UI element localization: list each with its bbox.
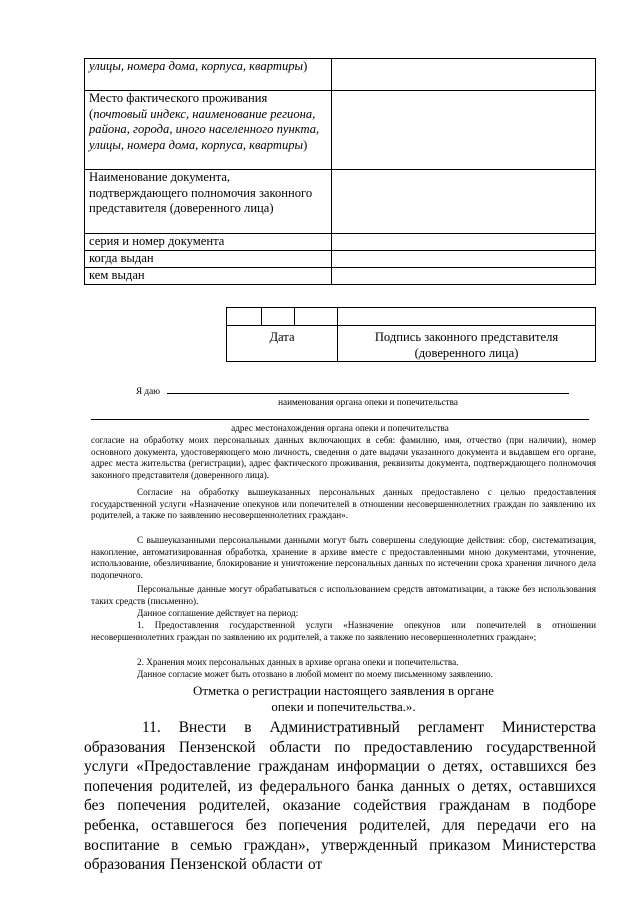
consent-paragraph: С вышеуказанными персональными данными могут быть совершены следующие действия: сбор, систематизация, накопление, автоматизированная обработка, хранение в архиве вместе с предоставленными мною документами, уточнение, использование, обезличивание, блокирование и уничтожение персональных данных по истечении срока хранения личного дела подопечного. [91, 535, 596, 580]
consent-paragraph: 2. Хранения моих персональных данных в архиве органа опеки и попечительства. [137, 657, 459, 667]
cell-text: почтовый индекс, наименование региона, района, города, иного населенного пункта, улицы, номера дома, корпуса, квартиры [89, 106, 320, 152]
table-row [85, 91, 596, 170]
item-11-paragraph: 11. Внести в Административный регламент Министерства образования Пензенской области по предоставлению государственной услуги «Предоставление гражданам информации о детях, оставшихся без попечения родителей, из федерального банка данных о детях, оставшихся без попечения родителей, оказание содействия гражданам в подборе ребенка, оставшегося без попечения родителей, для передачи его на воспитание в семью граждан», утвержденный приказом Министерства образования Пензенской области от [84, 719, 596, 874]
signature-cell[interactable] [338, 308, 596, 326]
cell-text: ) [303, 59, 308, 73]
org-name-caption: наименования органа опеки и попечительства [278, 397, 458, 407]
table-row [85, 251, 596, 268]
table-cell-value[interactable] [332, 170, 596, 234]
ya-dayu-label: Я даю [136, 386, 161, 396]
cell-text: ) [303, 137, 308, 152]
org-address-caption: адрес местонахождения органа опеки и попечительства [231, 423, 449, 433]
table-row [85, 234, 596, 251]
table-cell-value[interactable] [332, 268, 596, 285]
table-cell-value[interactable] [332, 59, 596, 91]
table-cell-label [85, 59, 332, 91]
table-cell-label [85, 91, 332, 170]
date-cell-year[interactable] [295, 308, 338, 326]
date-cell-day[interactable] [227, 308, 262, 326]
date-cell-month[interactable] [262, 308, 295, 326]
consent-paragraph: Персональные данные могут обрабатываться с использованием средств автоматизации, а также без использования таких средств (письменно). [91, 584, 596, 606]
table-cell-label: когда выдан [85, 251, 332, 268]
org-address-line[interactable] [91, 419, 589, 420]
cell-text: Место фактического проживания [89, 91, 268, 105]
consent-paragraph: 1. Предоставления государственной услуги «Назначение опекунов или попечителей в отношении несовершеннолетних граждан по заявлению их родителей, а также по заявлению несовершеннолетних граждан»; [91, 620, 596, 642]
signature-table [226, 307, 596, 362]
signature-label: Подпись законного представителя (доверенного лица) [338, 326, 596, 362]
table-row [85, 170, 596, 234]
consent-paragraph: согласие на обработку моих персональных данных включающих в себя: фамилию, имя, отчество (при наличии), номер основного документа, удостоверяющего мою личность, сведения о дате выдачи указанного документа и выдавшем его органе, адрес места жительства (регистрации), адрес фактического проживания, реквизиты документа, подтверждающего полномочия законного представителя (доверенного лица). [91, 435, 596, 480]
consent-paragraph: Данное соглашение действует на период: [137, 608, 299, 618]
table-cell-label: Наименование документа, подтверждающего полномочия законного представителя (доверенного лица) [85, 170, 332, 234]
table-cell-label: серия и номер документа [85, 234, 332, 251]
date-label: Дата [227, 326, 338, 362]
table-cell-value[interactable] [332, 91, 596, 170]
cell-text: ( [89, 106, 94, 121]
applicant-info-table [84, 58, 596, 285]
registration-mark-line1: Отметка о регистрации настоящего заявления в органе [193, 684, 494, 698]
consent-paragraph: Согласие на обработку вышеуказанных персональных данных предоставлено с целью предоставления государственной услуги «Назначение опекунов или попечителей в отношении несовершеннолетних граждан по заявлению их родителей, а также по заявлению несовершеннолетних граждан». [91, 487, 596, 520]
table-cell-value[interactable] [332, 251, 596, 268]
table-row [227, 308, 596, 326]
table-row [85, 268, 596, 285]
table-cell-value[interactable] [332, 234, 596, 251]
org-name-line[interactable] [167, 393, 569, 394]
table-cell-label: кем выдан [85, 268, 332, 285]
consent-paragraph: Данное согласие может быть отозвано в любой момент по моему письменному заявлению. [137, 669, 493, 679]
cell-text: улицы, номера дома, корпуса, квартиры [89, 59, 304, 73]
registration-mark-line2: опеки и попечительства.». [271, 700, 416, 714]
table-row [85, 59, 596, 91]
table-row [227, 326, 596, 362]
